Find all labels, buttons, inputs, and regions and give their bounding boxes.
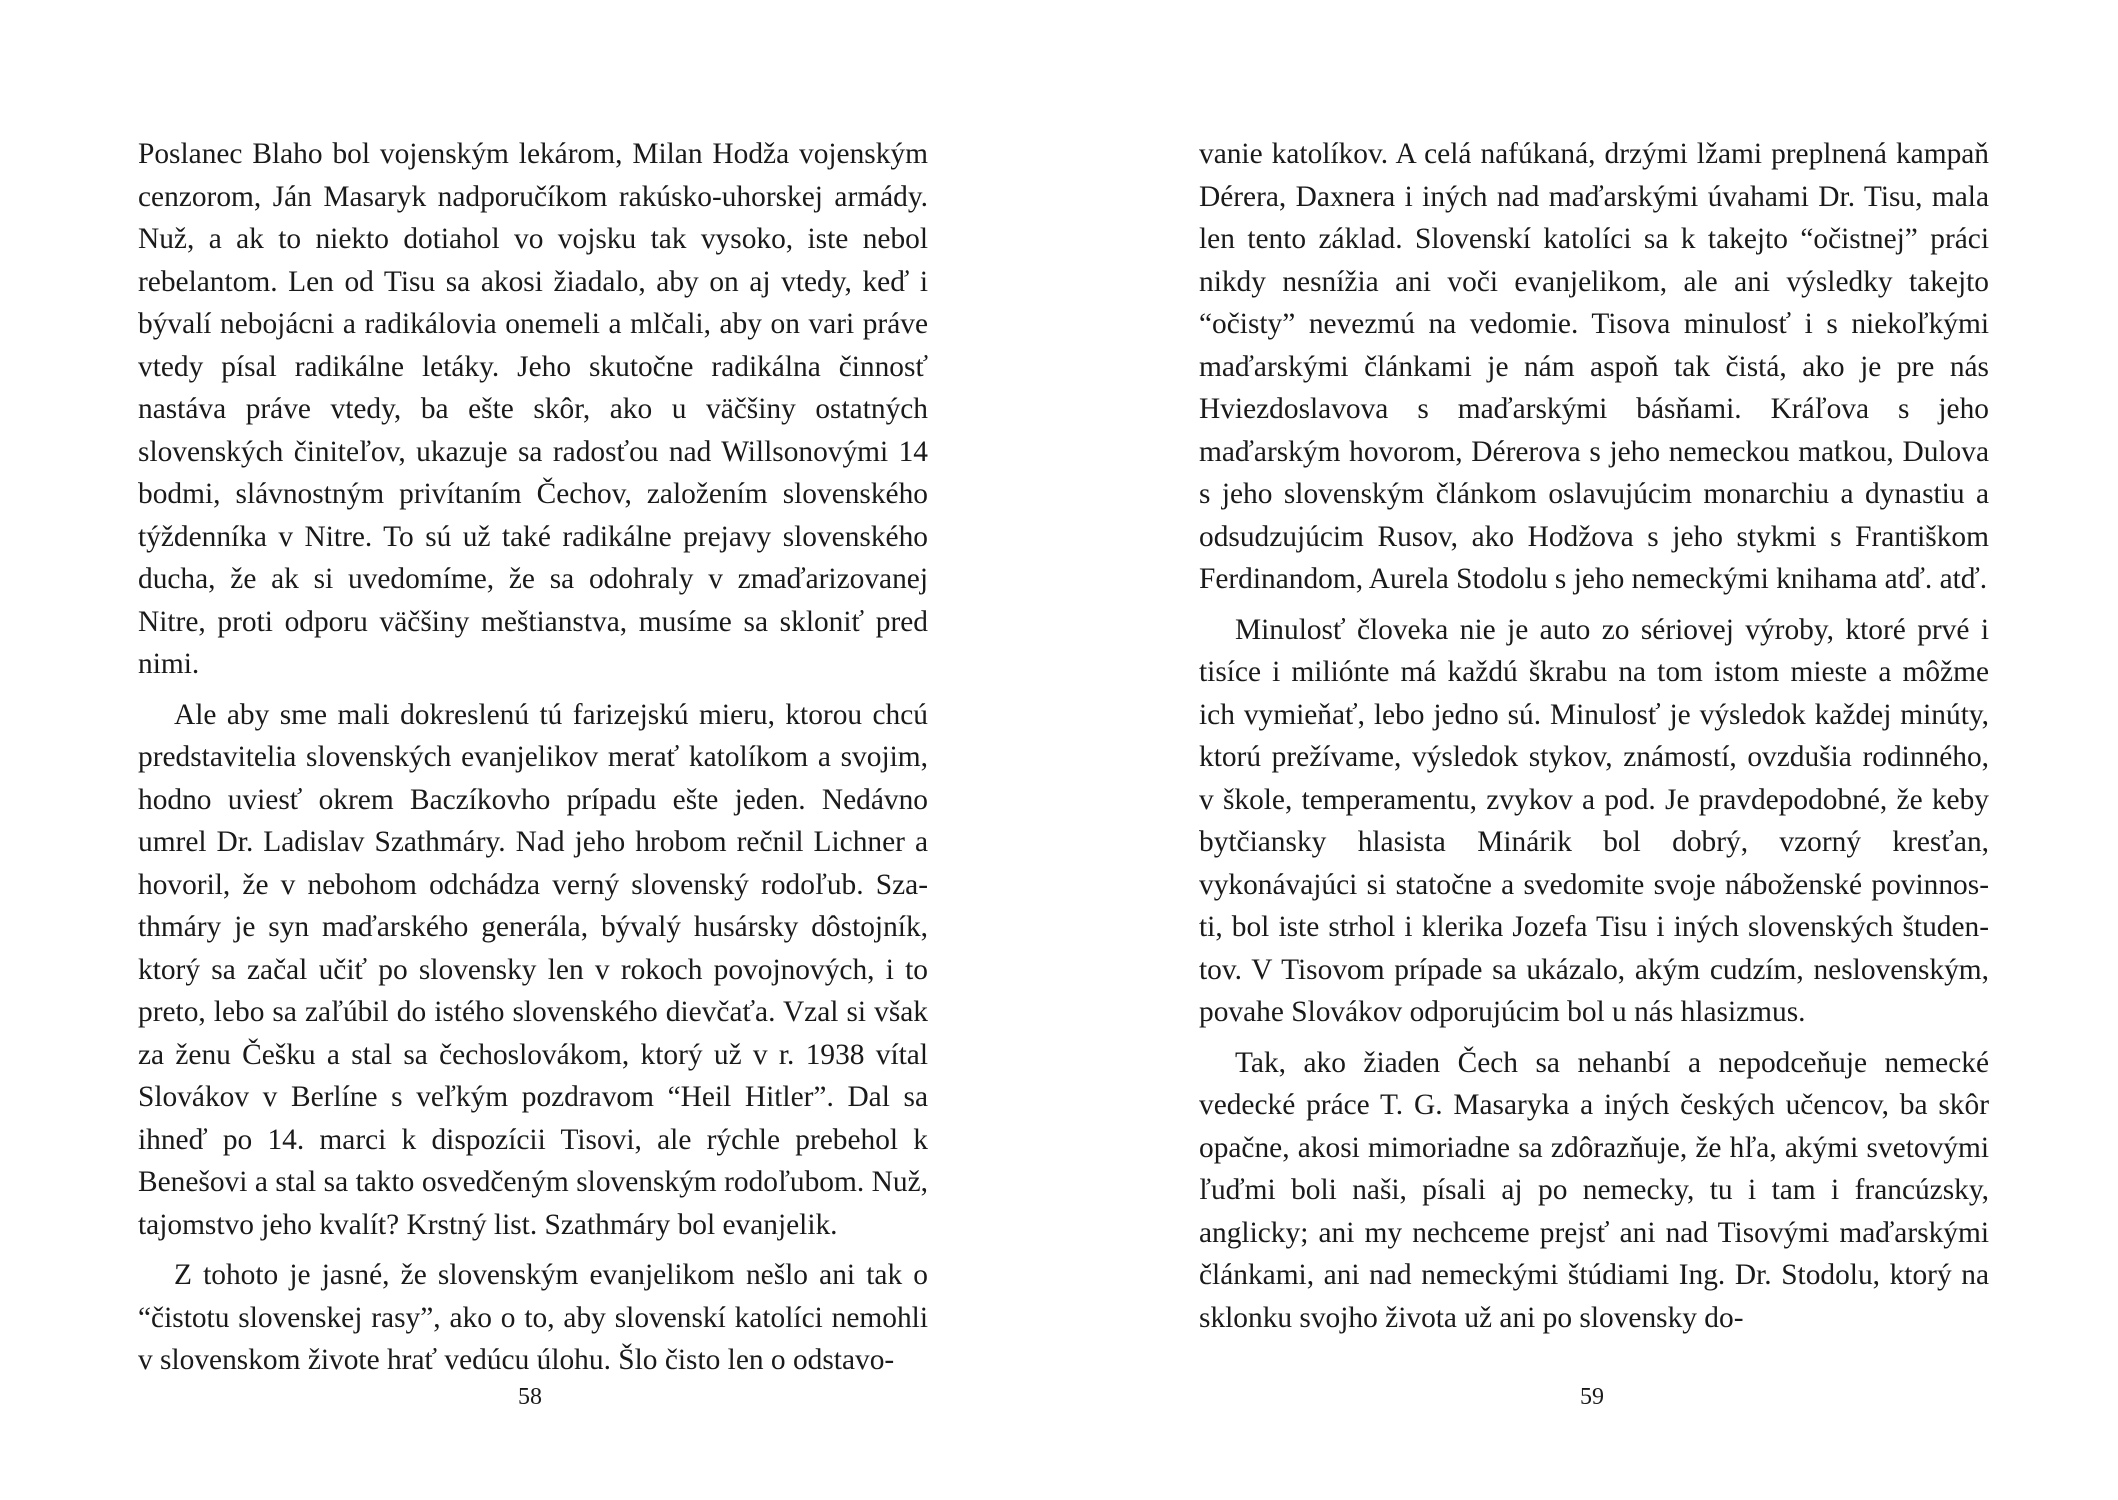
paragraph: Ale aby sme mali dokreslenú tú farizejskú mieru, ktorou chcú predstavitelia slovenských evanjelikov merať katolíkom a svojim, hodno uviesť okrem Baczíkovho prípadu ešte jeden. Nedávno umrel Dr. Ladislav Szathmáry. Nad jeho hrobom rečnil Lichner a hovoril, že v nebohom odchádza verný slovenský rodoľub. Szathmáry je syn maďarského generála, bývalý husársky dôstojník, ktorý sa začal učiť po slovensky len v rokoch povojnových, i to preto, lebo sa zaľúbil do istého slovenského dievčaťa. Vzal si však za ženu Češku a stal sa čechoslovákom, ktorý už v r. 1938 vítal Slovákov v Berlíne s veľkým pozdravom “Heil Hitler”. Dal sa ihneď po 14. marci k dispozícii Tisovi, ale rýchle prebehol k Benešovi a stal sa takto osvedčeným slovenským rodoľubom. Nuž, tajomstvo jeho kvalít? Krstný list. Szathmáry bol evanjelik. xyxy=(138,698,928,1241)
page-number: 58 xyxy=(518,1384,542,1410)
right-text-block xyxy=(1199,133,1989,1339)
left-text-block xyxy=(138,133,928,1382)
paragraph: vanie katolíkov. A celá nafúkaná, drzými lžami preplnená kampaň Dérera, Daxnera i iných nad maďarskými úvahami Dr. Tisu, mala len tento základ. Slovenskí katolíci sa k takejto “očistnej” práci nikdy nesnížia ani voči evanjelikom, ale ani výsledky takejto “očisty” nevezmú na vedomie. Tisova minulosť i s niekoľkými maďarskými článkami je nám aspoň tak čistá, ako je pre nás Hviezdoslavova s maďarskými básňami. Kráľova s jeho maďarským hovorom, Dérerova s jeho nemeckou matkou, Dulova s jeho slovenským článkom oslavujúcim monarchiu a dynastiu a odsudzujúcim Rusov, ako Hodžova s jeho stykmi s Františkom Ferdinandom, Aurela Stodolu s jeho nemeckými knihama atď. atď. xyxy=(1199,138,1989,595)
page-number: 59 xyxy=(1580,1384,1604,1410)
right-page xyxy=(1059,0,2118,1500)
paragraph: Tak, ako žiaden Čech sa nehanbí a nepodceňuje nemecké vedecké práce T. G. Masaryka a iných českých učencov, ba skôr opačne, akosi mimoriadne sa zdôrazňuje, že hľa, akými svetovými ľuďmi boli naši, písali aj po nemecky, tu i tam i francúzsky, anglicky; ani my nechceme prejsť ani nad Tisovými maďarskými článkami, ani nad nemeckými štúdiami Ing. Dr. Stodolu, ktorý na sklonku svojho života už ani po slovensky do- xyxy=(1199,1046,1989,1334)
paragraph: Minulosť človeka nie je auto zo sériovej výroby, ktoré prvé i tisíce i miliónte má každú škrabu na tom istom mieste a môžme ich vymieňať, lebo jedno sú. Minulosť je výsledok každej minúty, ktorú prežívame, výsledok stykov, známostí, ovzdušia rodinného, v škole, temperamentu, zvykov a pod. Je pravdepodobné, že keby bytčiansky hlasista Minárik bol dobrý, vzorný kresťan, vykonávajúci si statočne a svedomite svoje náboženské povinnosti, bol iste strhol i klerika Jozefa Tisu i iných slovenských študentov. V Tisovom prípade sa ukázalo, akým cudzím, neslovenským, povahe Slovákov odporujúcim bol u nás hlasizmus. xyxy=(1199,613,1989,1028)
paragraph: Poslanec Blaho bol vojenským lekárom, Milan Hodža vojenským cenzorom, Ján Masaryk nadporučíkom rakúsko-uhorskej armády. Nuž, a ak to niekto dotiahol vo vojsku tak vysoko, iste nebol rebelantom. Len od Tisu sa akosi žiadalo, aby on aj vtedy, keď i bývalí nebojácni a radikálovia onemeli a mlčali, aby on vari práve vtedy písal radikálne letáky. Jeho skutočne radikálna činnosť nastáva práve vtedy, ba ešte skôr, ako u väčšiny ostatných slovenských činiteľov, ukazuje sa radosťou nad Willsonovými 14 bodmi, slávnostným privítaním Čechov, založením slovenského týždenníka v Nitre. To sú už také radikálne prejavy slovenského ducha, že ak si uvedomíme, že sa odohraly v zmaďarizovanej Nitre, proti odporu väčšiny meštianstva, musíme sa skloniť pred nimi. xyxy=(138,138,928,680)
paragraph: Z tohoto je jasné, že slovenským evanjelikom nešlo ani tak o “čistotu slovenskej rasy”, ako o to, aby slovenskí katolíci nemohli v slovenskom živote hrať vedúcu úlohu. Šlo čisto len o odstavo- xyxy=(138,1259,928,1376)
